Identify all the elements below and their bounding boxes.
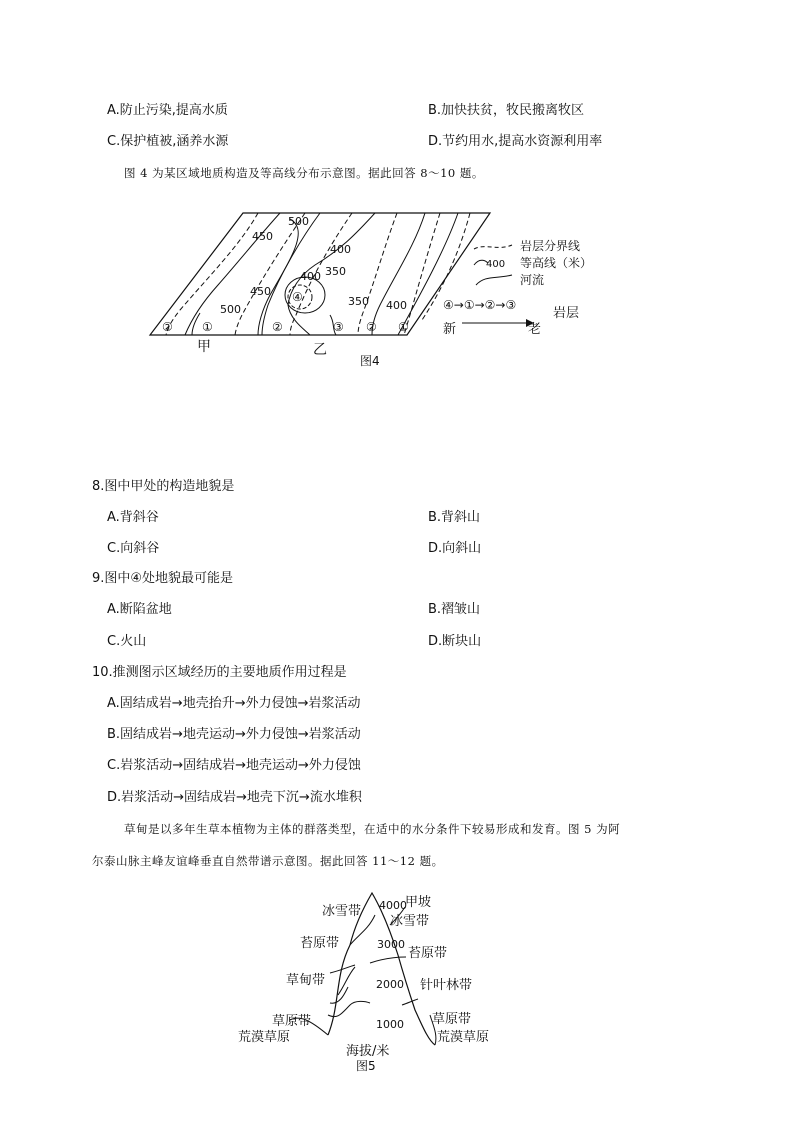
legend-new: 新 — [443, 322, 457, 337]
contour-label: 400 — [330, 243, 351, 256]
legend-old: 老 — [528, 322, 542, 337]
legend-contour-sample: 400 — [486, 259, 506, 270]
zone-label-left: 草原带 — [272, 1014, 312, 1029]
contour-label: 400 — [386, 299, 407, 312]
q10-option-a: A.固结成岩→地壳抬升→外力侵蚀→岩浆活动 — [107, 696, 361, 711]
stratum-label: ② — [366, 320, 377, 334]
zone-label-right: 冰雪带 — [390, 914, 430, 929]
q8-option-c: C.向斜谷 — [107, 541, 160, 556]
fig5-intro-line2: 尔泰山脉主峰友谊峰垂直自然带谱示意图。据此回答 11～12 题。 — [92, 854, 444, 868]
q10-option-b: B.固结成岩→地壳运动→外力侵蚀→岩浆活动 — [107, 727, 361, 742]
q9-option-d: D.断块山 — [428, 634, 482, 649]
elevation-label: 1000 — [376, 1018, 404, 1031]
zone-label-right: 荒漠草原 — [437, 1030, 490, 1045]
q9-option-c: C.火山 — [107, 634, 147, 649]
elevation-label: 3000 — [377, 938, 405, 951]
legend-strata-word: 岩层 — [553, 306, 580, 321]
q8-stem: 8.图中甲处的构造地貌是 — [92, 479, 235, 494]
q8-option-b: B.背斜山 — [428, 510, 481, 525]
q10-option-d: D.岩浆活动→固结成岩→地壳下沉→流水堆积 — [107, 790, 362, 805]
q7-option-c: C.保护植被,涵养水源 — [107, 134, 229, 149]
contour-label: 350 — [325, 265, 346, 278]
stratum-label: ① — [202, 320, 213, 334]
q10-stem: 10.推测图示区域经历的主要地质作用过程是 — [92, 665, 347, 680]
zone-label-left: 草甸带 — [286, 973, 326, 988]
q9-option-b: B.褶皱山 — [428, 602, 481, 617]
contour-label: 500 — [288, 215, 309, 228]
q7-option-a: A.防止污染,提高水质 — [107, 103, 228, 118]
figure-5-caption: 图5 — [356, 1059, 376, 1073]
figure-4-geologic-map — [140, 205, 600, 375]
figure-5-vertical-zonation — [230, 885, 520, 1070]
elevation-label: 2000 — [376, 978, 404, 991]
contour-label: 450 — [250, 285, 271, 298]
legend-sequence: ④→①→②→③ — [443, 298, 517, 312]
stratum-label: ④ — [292, 290, 303, 304]
stratum-label: ② — [272, 320, 283, 334]
contour-label: 350 — [348, 295, 369, 308]
elevation-label: 4000 — [379, 899, 407, 912]
q7-option-b: B.加快扶贫，牧民搬离牧区 — [428, 103, 585, 118]
q8-option-d: D.向斜山 — [428, 541, 482, 556]
fig5-intro-line1: 草甸是以多年生草本植物为主体的群落类型，在适中的水分条件下较易形成和发育。图 5 为阿 — [124, 822, 621, 836]
contour-label: 400 — [300, 270, 321, 283]
stratum-label: ① — [398, 320, 409, 334]
contour-label: 450 — [252, 230, 273, 243]
legend-river: 河流 — [520, 273, 545, 287]
place-yi: 乙 — [313, 342, 327, 358]
q10-option-c: C.岩浆活动→固结成岩→地壳运动→外力侵蚀 — [107, 758, 361, 773]
zone-label-left: 荒漠草原 — [238, 1030, 291, 1045]
zone-label-right: 草原带 — [432, 1012, 472, 1027]
zone-label-right: 苔原带 — [408, 946, 448, 961]
q7-option-d: D.节约用水,提高水资源利用率 — [428, 134, 603, 149]
stratum-label: ② — [162, 320, 173, 334]
stratum-label: ③ — [333, 320, 344, 334]
fig4-intro: 图 4 为某区域地质构造及等高线分布示意图。据此回答 8～10 题。 — [124, 166, 484, 180]
zone-label-left: 苔原带 — [300, 936, 340, 951]
contour-label: 500 — [220, 303, 241, 316]
axis-label-elevation: 海拔/米 — [346, 1044, 390, 1059]
slope-label-jia: 甲坡 — [405, 895, 432, 910]
legend-contour: 等高线（米） — [520, 256, 593, 270]
figure-4-caption: 图4 — [360, 354, 380, 368]
zone-label-right: 针叶林带 — [420, 978, 473, 993]
zone-label-left: 冰雪带 — [322, 904, 362, 919]
q9-stem: 9.图中④处地貌最可能是 — [92, 571, 234, 586]
q8-option-a: A.背斜谷 — [107, 510, 159, 525]
place-jia: 甲 — [197, 339, 211, 355]
legend-boundary: 岩层分界线 — [520, 239, 581, 253]
q9-option-a: A.断陷盆地 — [107, 602, 172, 617]
